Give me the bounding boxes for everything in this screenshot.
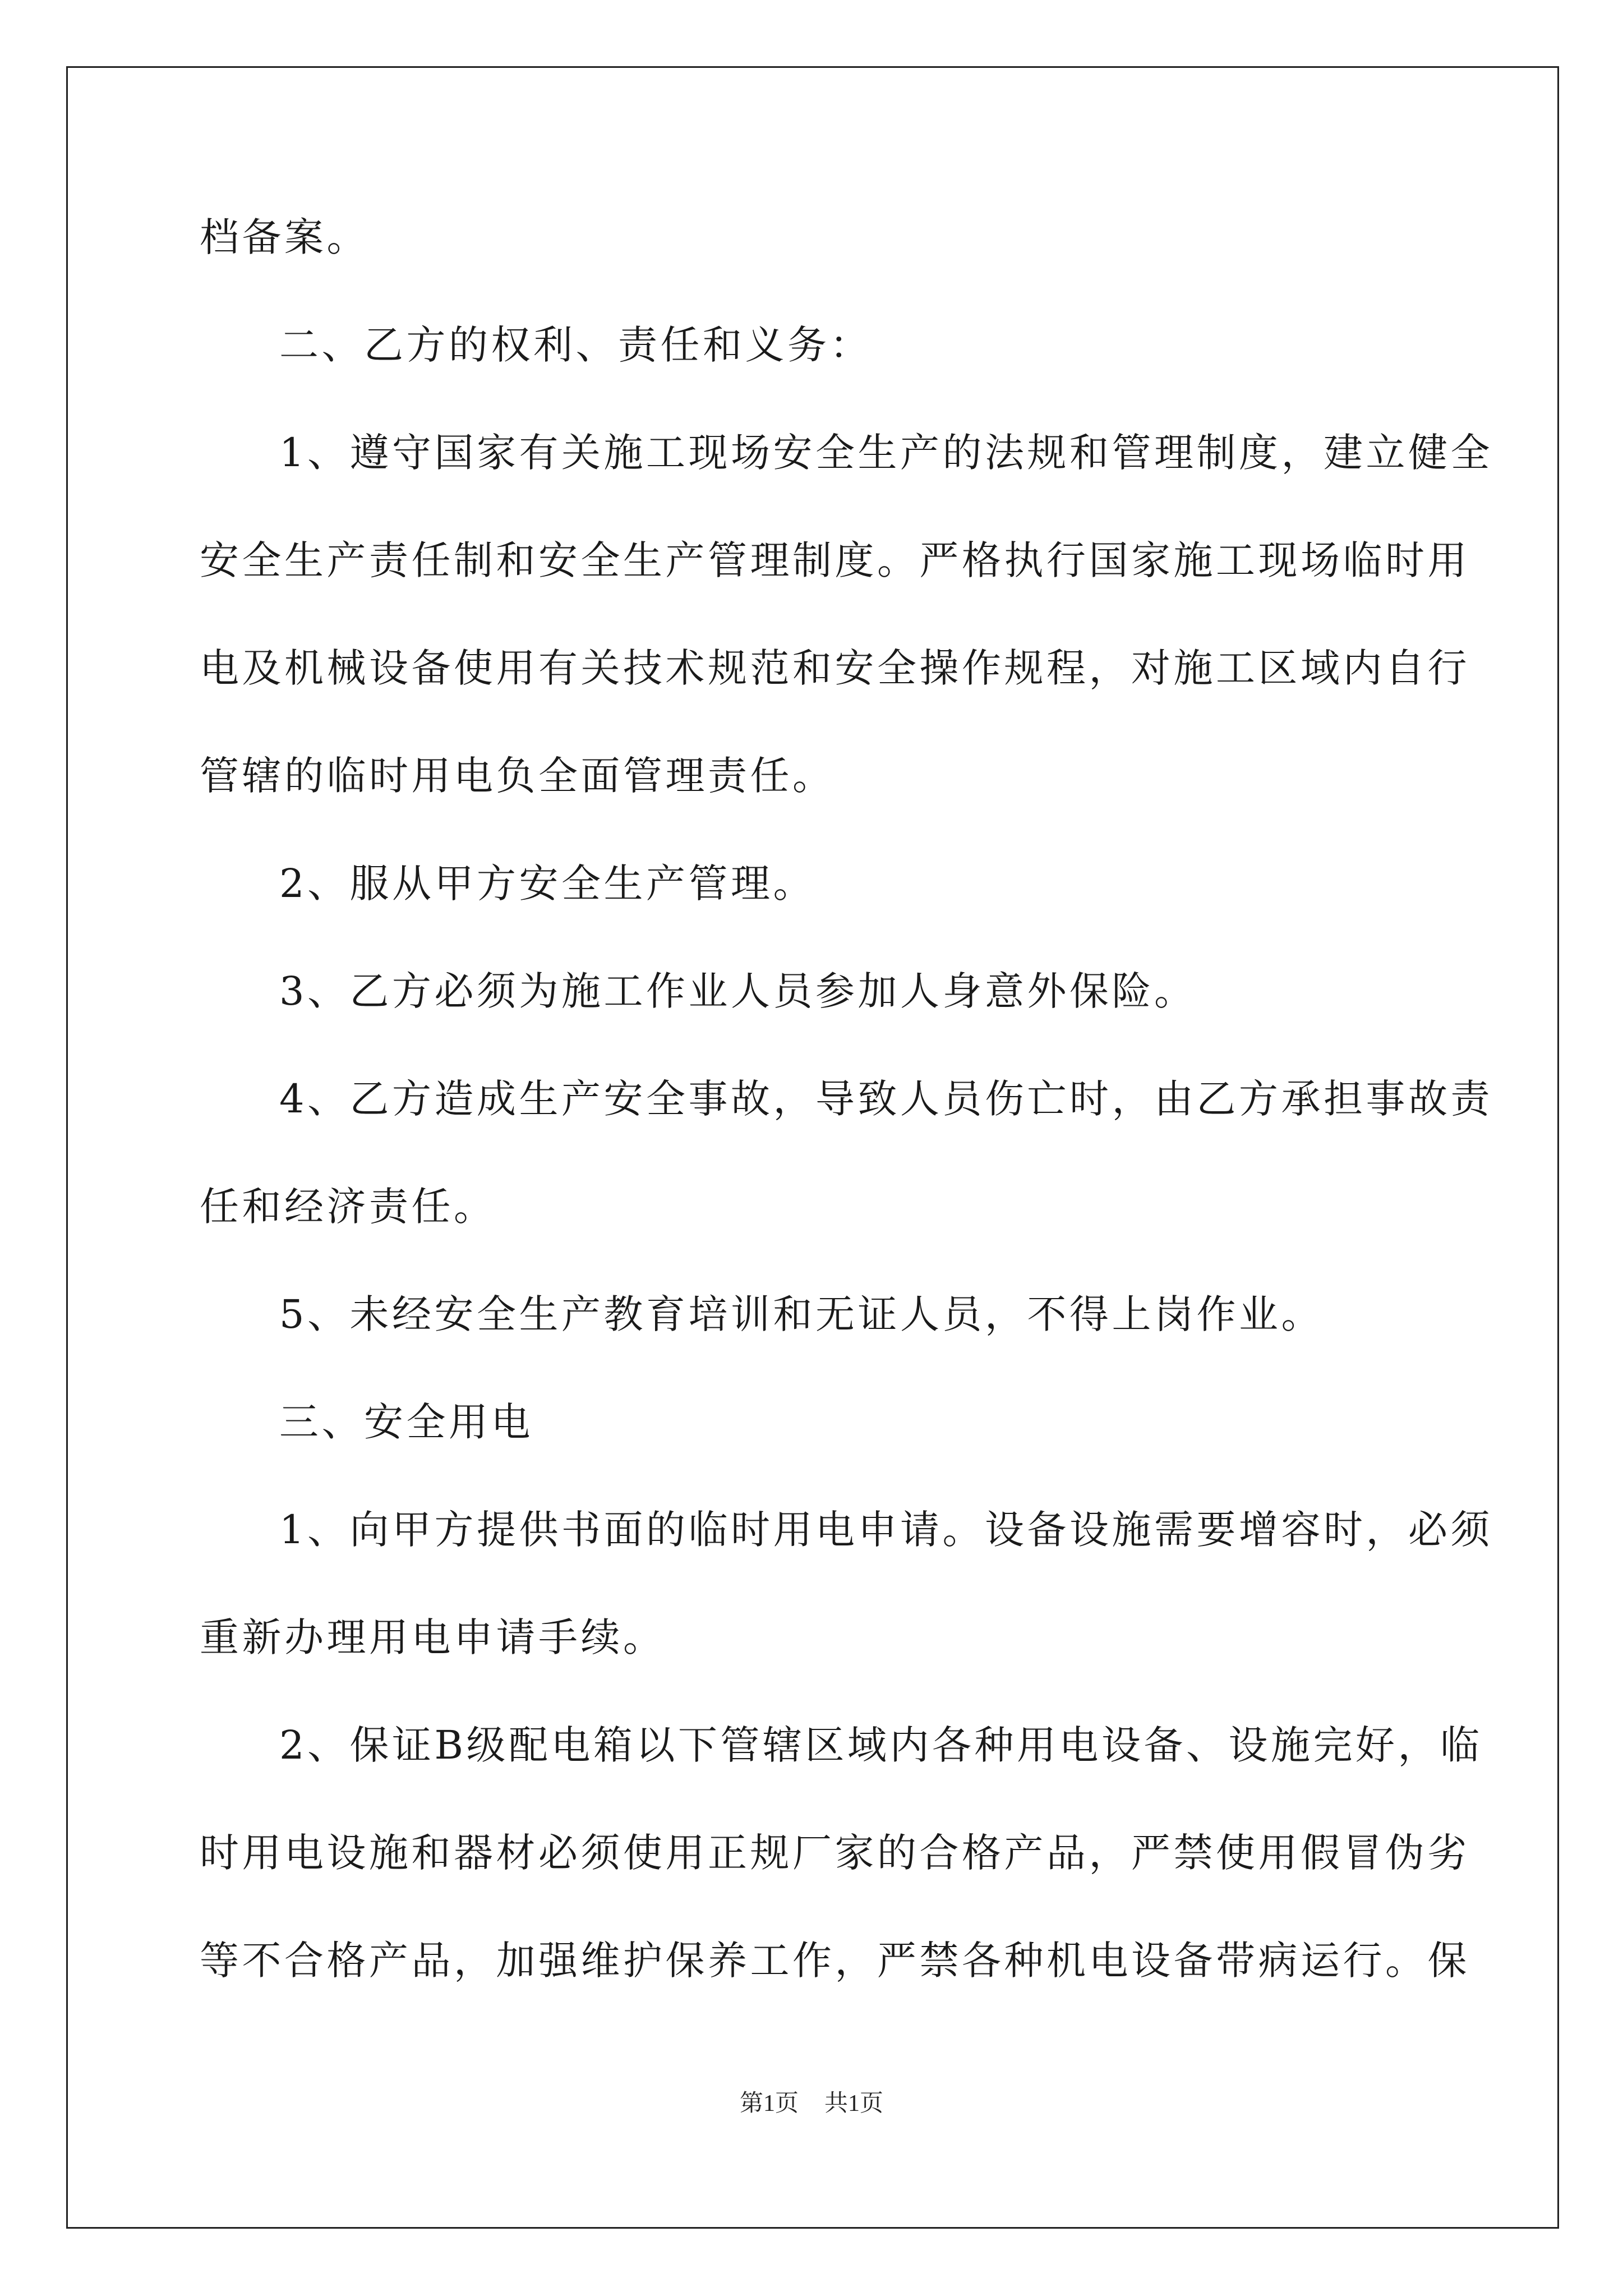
text-line: 任和经济责任。 bbox=[200, 1184, 496, 1230]
text-line: 时用电设施和器材必须使用正规厂家的合格产品，严禁使用假冒伪劣 bbox=[200, 1830, 1470, 1876]
text-line: 档备案。 bbox=[200, 214, 369, 260]
text-line: 电及机械设备使用有关技术规范和安全操作规程，对施工区域内自行 bbox=[200, 645, 1470, 691]
text-line: 管辖的临时用电负全面管理责任。 bbox=[200, 753, 835, 799]
text-line: 5、未经安全生产教育培训和无证人员，不得上岗作业。 bbox=[279, 1291, 1324, 1337]
text-line: 三、安全用电 bbox=[279, 1399, 533, 1445]
text-line: 3、乙方必须为施工作业人员参加人身意外保险。 bbox=[279, 968, 1197, 1014]
page-footer bbox=[0, 2087, 1623, 2120]
text-line: 二、乙方的权利、责任和义务： bbox=[279, 322, 872, 368]
text-line: 重新办理用电申请手续。 bbox=[200, 1614, 666, 1660]
page-total: 共1页 bbox=[824, 2091, 884, 2116]
text-line: 安全生产责任制和安全生产管理制度。严格执行国家施工现场临时用 bbox=[200, 537, 1470, 583]
text-line: 等不合格产品，加强维护保养工作，严禁各种机电设备带病运行。保 bbox=[200, 1938, 1470, 1984]
text-line: 2、保证B级配电箱以下管辖区域内各种用电设备、设施完好，临 bbox=[279, 1722, 1483, 1768]
page-number: 第1页 bbox=[739, 2091, 799, 2116]
text-line: 1、遵守国家有关施工现场安全生产的法规和管理制度，建立健全 bbox=[279, 430, 1493, 476]
text-line: 4、乙方造成生产安全事故，导致人员伤亡时，由乙方承担事故责 bbox=[279, 1076, 1493, 1122]
text-line: 1、向甲方提供书面的临时用电申请。设备设施需要增容时，必须 bbox=[279, 1507, 1493, 1553]
text-line: 2、服从甲方安全生产管理。 bbox=[279, 861, 816, 907]
document-body bbox=[200, 208, 1493, 2039]
